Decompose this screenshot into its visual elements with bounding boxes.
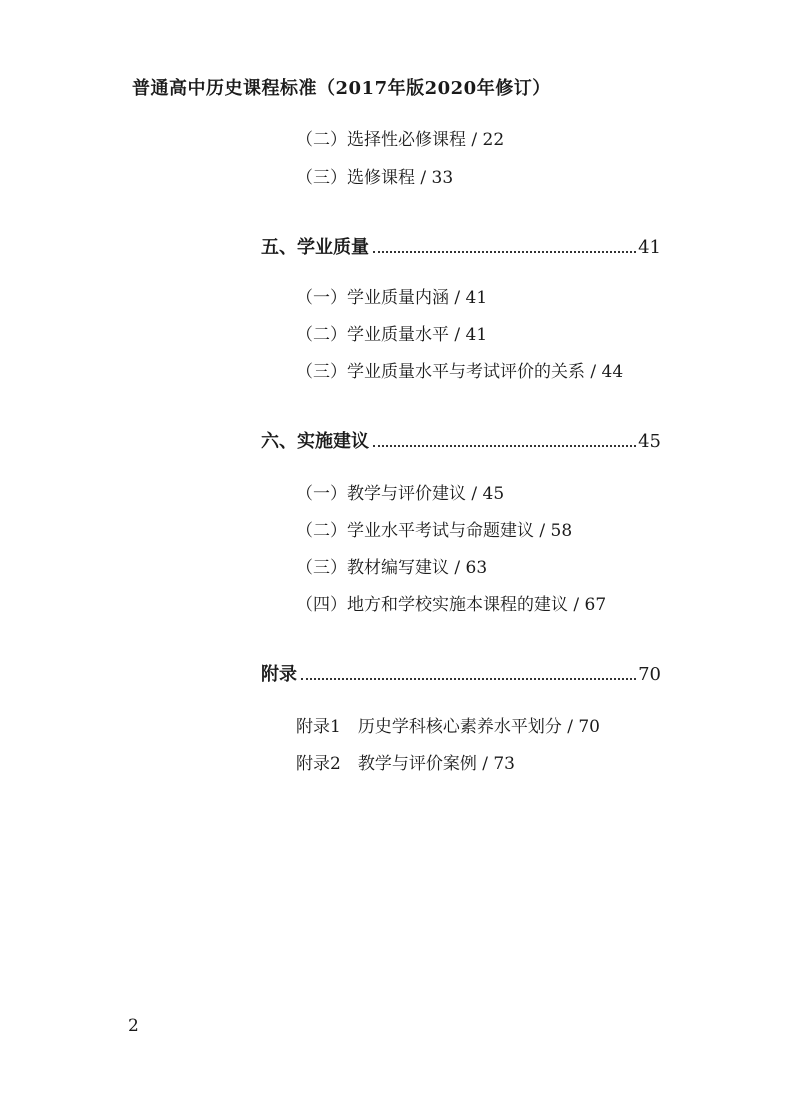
toc-item-quality-exam-relation[interactable]: （三）学业质量水平与考试评价的关系 / 44 [296,362,624,382]
toc-item-elective-required[interactable]: （二）选择性必修课程 / 22 [296,130,505,150]
dot-leader [373,251,636,253]
toc-chapter-appendix[interactable] [261,663,661,687]
dot-leader [373,445,636,447]
toc-item-appendix-2[interactable]: 附录2 教学与评价案例 / 73 [296,754,515,774]
page-number: 2 [128,1016,139,1036]
toc-item-teaching-evaluation[interactable]: （一）教学与评价建议 / 45 [296,484,505,504]
toc-item-quality-levels[interactable]: （二）学业质量水平 / 41 [296,325,488,345]
chapter-page: 70 [638,664,661,685]
toc-item-quality-connotation[interactable]: （一）学业质量内涵 / 41 [296,288,488,308]
toc-chapter-academic-quality[interactable] [261,236,661,260]
chapter-title: 六、实施建议 [261,431,369,452]
toc-item-elective[interactable]: （三）选修课程 / 33 [296,168,454,188]
chapter-page: 41 [638,237,661,258]
dot-leader [301,678,636,680]
chapter-page: 45 [638,431,661,452]
toc-item-textbook-writing[interactable]: （三）教材编写建议 / 63 [296,558,488,578]
toc-item-exam-design[interactable]: （二）学业水平考试与命题建议 / 58 [296,521,573,541]
toc-item-appendix-1[interactable]: 附录1 历史学科核心素养水平划分 / 70 [296,717,600,737]
running-head: 普通高中历史课程标准（2017年版2020年修订） [132,78,551,99]
toc-item-local-school-implementation[interactable]: （四）地方和学校实施本课程的建议 / 67 [296,595,607,615]
toc-chapter-implementation[interactable] [261,430,661,454]
chapter-title: 五、学业质量 [261,237,369,258]
chapter-title: 附录 [261,664,297,685]
